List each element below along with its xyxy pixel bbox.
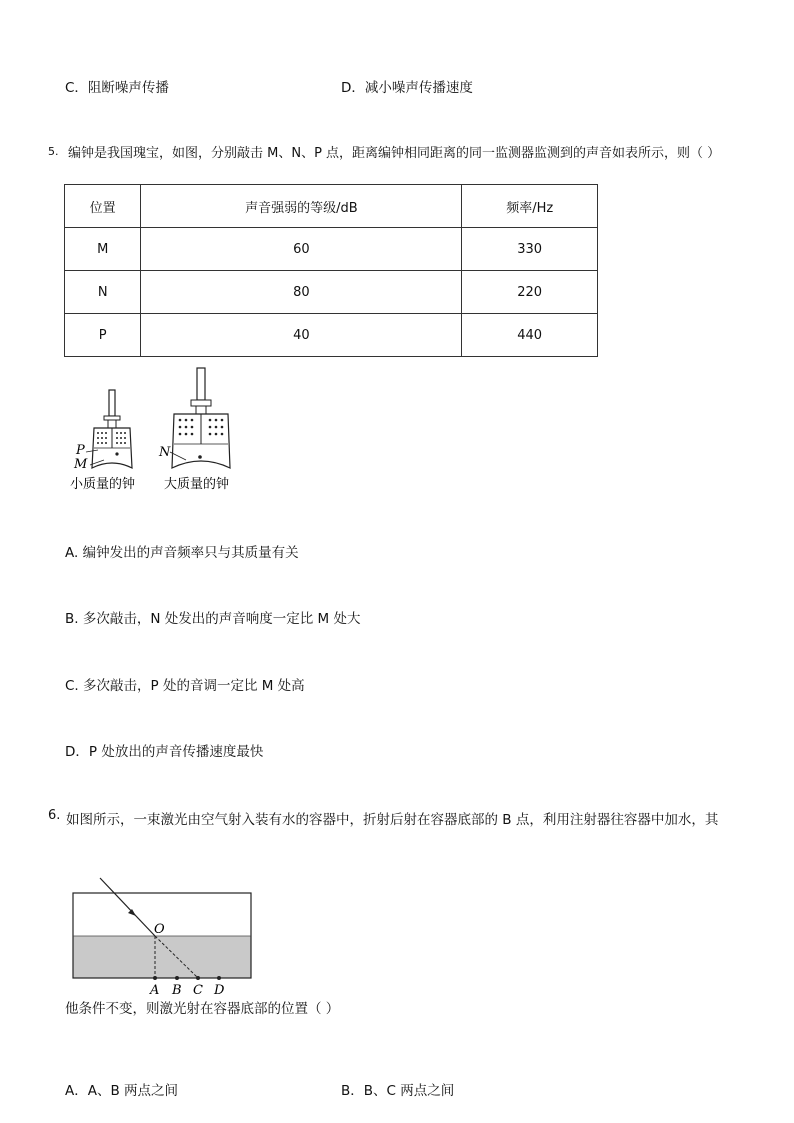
q5-stem: 编钟是我国瑰宝，如图，分别敲击 M、N、P 点，距离编钟相同距离的同一监测器监测到的声音如表所示，则（ ） (68, 146, 721, 161)
table-cell: 60 (141, 228, 462, 271)
point-m-label: M (74, 457, 88, 472)
small-bell-caption: 小质量的钟 (70, 477, 136, 492)
point-c-label: C (193, 983, 203, 998)
q5-option-d: D．P 处放出的声音传播速度最快 (65, 744, 264, 760)
laser-container-figure (60, 868, 260, 1000)
table-header-cell: 位置 (65, 185, 141, 228)
q5-option-b: B. 多次敲击，N 处发出的声音响度一定比 M 处大 (65, 611, 361, 627)
q5-number: 5. (48, 145, 59, 158)
point-b-label: B (172, 983, 182, 998)
table-cell: 40 (141, 314, 462, 357)
big-bell-caption: 大质量的钟 (164, 477, 230, 492)
table-cell: 440 (462, 314, 598, 357)
bells-figure (60, 364, 250, 498)
big-bell-icon (170, 368, 230, 468)
q6-option-a: A．A、B 两点之间 (65, 1083, 179, 1099)
table-cell: M (65, 228, 141, 271)
q4-option-c: C．阻断噪声传播 (65, 80, 169, 96)
point-n-label: N (159, 445, 171, 460)
ray-arrow-icon (128, 909, 136, 916)
table-cell: 330 (462, 228, 598, 271)
q5-table (64, 184, 598, 357)
table-header-cell: 频率/Hz (462, 185, 598, 228)
point-d-label: D (214, 983, 225, 998)
point-o-label: O (154, 922, 165, 937)
q6-number: 6. (48, 808, 61, 823)
point-a-label: A (150, 983, 160, 998)
table-cell: P (65, 314, 141, 357)
q6-option-b: B．B、C 两点之间 (341, 1083, 455, 1099)
table-header-row (65, 185, 598, 228)
table-row (65, 271, 598, 314)
table-row (65, 314, 598, 357)
table-row (65, 228, 598, 271)
q5-option-a: A. 编钟发出的声音频率只与其质量有关 (65, 545, 299, 561)
q4-option-d: D．减小噪声传播速度 (341, 80, 473, 96)
q6-stem-line1: 如图所示，一束激光由空气射入装有水的容器中，折射后射在容器底部的 B 点，利用注射器往容器中加水，其 (66, 812, 719, 828)
water-region (73, 936, 251, 978)
point-p-label: P (76, 443, 85, 458)
table-cell: N (65, 271, 141, 314)
q5-option-c: C. 多次敲击，P 处的音调一定比 M 处高 (65, 678, 305, 694)
table-cell: 80 (141, 271, 462, 314)
q6-stem-line2: 他条件不变，则激光射在容器底部的位置（ ） (65, 1001, 340, 1017)
small-bell-icon (86, 390, 132, 468)
table-cell: 220 (462, 271, 598, 314)
incident-ray (100, 878, 155, 936)
table-header-cell: 声音强弱的等级/dB (141, 185, 462, 228)
